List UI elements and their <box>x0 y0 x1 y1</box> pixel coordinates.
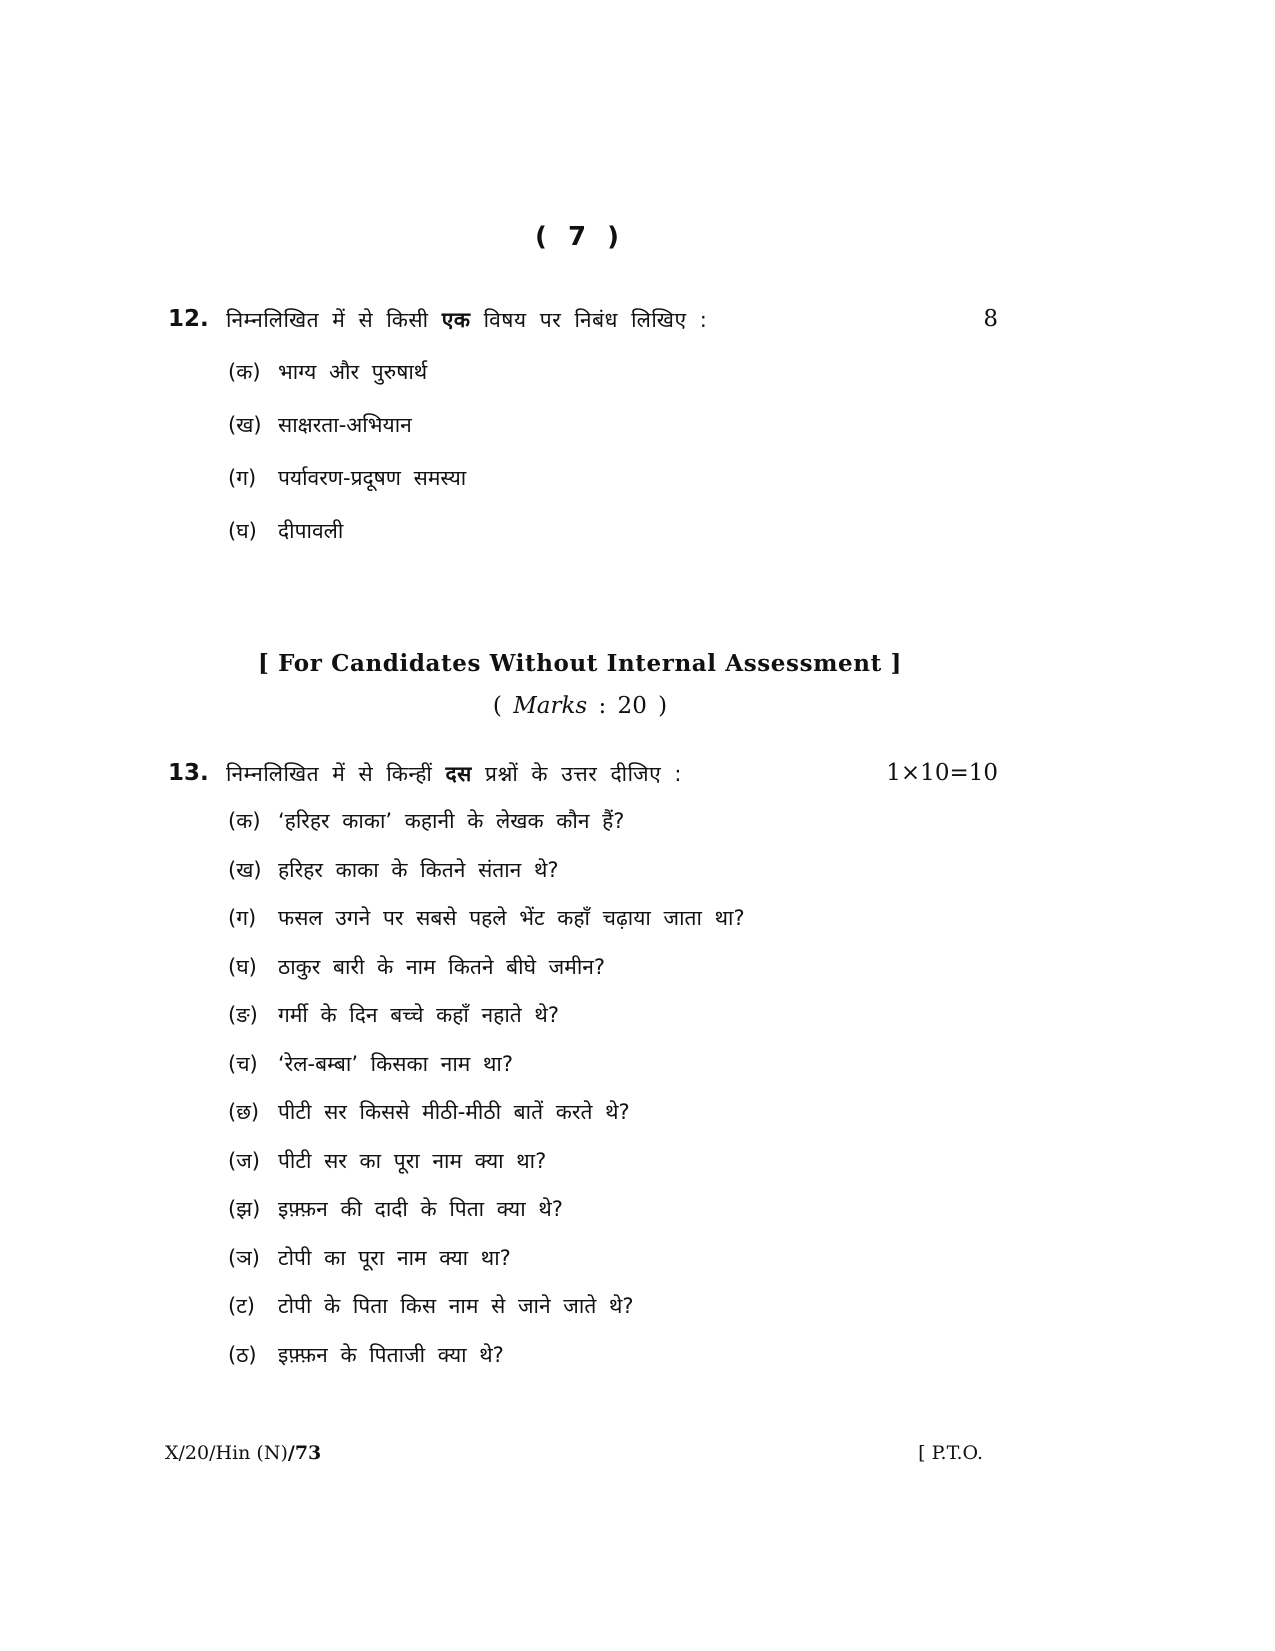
question-13-option <box>228 1002 745 1051</box>
option-label: (च) <box>228 1051 258 1076</box>
paper-code <box>165 1442 321 1464</box>
option-text: पर्यावरण-प्रदूषण समस्या <box>278 466 467 490</box>
option-text: हरिहर काका के कितने संतान थे? <box>278 857 559 882</box>
question-12-option <box>228 412 466 465</box>
question-13-option <box>228 1196 745 1245</box>
option-label: (ञ) <box>228 1245 260 1270</box>
question-13-number: 13. <box>168 760 209 786</box>
option-text: पीटी सर का पूरा नाम क्या था? <box>278 1148 547 1173</box>
option-label: (ज) <box>228 1148 260 1173</box>
option-text: ठाकुर बारी के नाम कितने बीघे जमीन? <box>278 954 606 979</box>
question-12-marks: 8 <box>983 306 998 332</box>
option-label: (ट) <box>228 1294 255 1318</box>
question-12-text-before: निम्नलिखित में से किसी <box>226 308 442 332</box>
option-label: (ङ) <box>228 1003 258 1027</box>
question-12-number: 12. <box>168 306 209 332</box>
option-label: (क) <box>228 360 261 384</box>
question-13-option <box>228 857 745 906</box>
question-12-option <box>228 465 466 518</box>
option-text: इफ़्फ़न के पिताजी क्या थे? <box>278 1342 504 1367</box>
question-13-options <box>228 808 745 1390</box>
option-text: भाग्य और पुरुषार्थ <box>278 360 428 384</box>
option-text: ‘रेल-बम्बा’ किसका नाम था? <box>278 1051 514 1076</box>
section-marks-value: : 20 ) <box>587 693 668 719</box>
question-12-text <box>226 306 707 334</box>
option-text: पीटी सर किससे मीठी-मीठी बातें करते थे? <box>278 1100 630 1124</box>
option-text: दीपावली <box>278 519 344 543</box>
question-13-option <box>228 954 745 1003</box>
pto-marker: [ P.T.O. <box>918 1442 983 1464</box>
question-13-text-before: निम्नलिखित में से किन्हीं <box>226 762 446 786</box>
paper-code-bold: /73 <box>287 1442 322 1464</box>
question-13-text <box>226 760 682 788</box>
section-heading: [ For Candidates Without Internal Assessment ] <box>258 650 902 677</box>
question-13-option <box>228 1051 745 1100</box>
section-marks <box>0 693 1160 719</box>
option-text: टोपी का पूरा नाम क्या था? <box>278 1245 511 1270</box>
option-text: ‘हरिहर काका’ कहानी के लेखक कौन हैं? <box>278 809 625 833</box>
paper-code-prefix: X/20/Hin (N) <box>165 1442 288 1464</box>
option-text: गर्मी के दिन बच्चे कहाँ नहाते थे? <box>278 1003 559 1027</box>
question-12-option <box>228 359 466 412</box>
question-12-text-bold: एक <box>441 308 471 332</box>
question-13-option <box>228 1245 745 1294</box>
question-12-options <box>228 359 466 571</box>
option-label: (ग) <box>228 466 257 490</box>
option-label: (घ) <box>228 519 257 543</box>
question-13-option <box>228 1148 745 1197</box>
question-12-row <box>168 306 998 346</box>
option-label: (छ) <box>228 1100 260 1124</box>
option-text: फसल उगने पर सबसे पहले भेंट कहाँ चढ़ाया जाता था? <box>278 906 745 930</box>
option-label: (ख) <box>228 413 262 437</box>
question-13-option <box>228 905 745 954</box>
option-label: (ख) <box>228 857 262 882</box>
question-12-option <box>228 518 466 571</box>
question-13-row <box>168 760 998 800</box>
question-13-marks: 1×10=10 <box>886 760 998 786</box>
question-13-text-after: प्रश्नों के उत्तर दीजिए : <box>471 762 682 786</box>
question-13-option <box>228 1342 745 1391</box>
option-label: (घ) <box>228 954 257 979</box>
option-label: (ग) <box>228 906 257 930</box>
option-text: साक्षरता-अभियान <box>278 413 412 437</box>
option-label: (क) <box>228 809 261 833</box>
question-13-option <box>228 808 745 857</box>
section-marks-label: Marks <box>513 693 588 719</box>
section-marks-open: ( <box>492 693 514 719</box>
question-13-option <box>228 1099 745 1148</box>
option-label: (झ) <box>228 1197 261 1221</box>
question-12-text-after: विषय पर निबंध लिखिए : <box>470 308 708 332</box>
option-text: इफ़्फ़न की दादी के पिता क्या थे? <box>278 1197 563 1221</box>
question-13-option <box>228 1293 745 1342</box>
question-13-text-bold: दस <box>445 762 472 786</box>
page-number: ( 7 ) <box>535 222 625 252</box>
option-text: टोपी के पिता किस नाम से जाने जाते थे? <box>278 1294 634 1318</box>
option-label: (ठ) <box>228 1342 257 1367</box>
